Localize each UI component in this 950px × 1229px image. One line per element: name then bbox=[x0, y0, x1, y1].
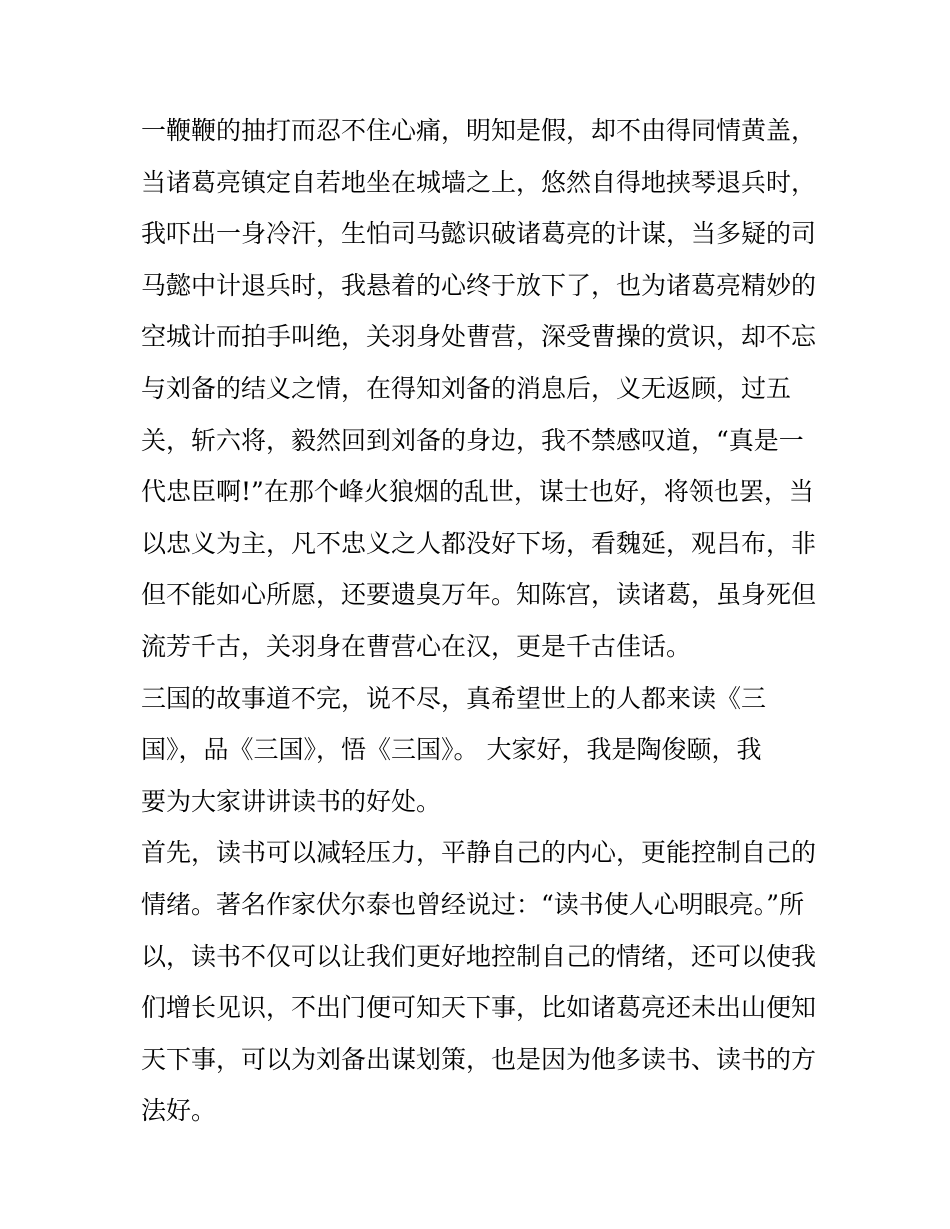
text-line: 以，读书不仅可以让我们更好地控制自己的情绪，还可以使我 bbox=[141, 941, 817, 971]
text-line: 代忠臣啊!”在那个峰火狼烟的乱世，谋士也好，将领也罢，当 bbox=[141, 477, 814, 507]
text-line: 当诸葛亮镇定自若地坐在城墙之上，悠然自得地挟琴退兵时， bbox=[141, 167, 817, 197]
text-line: 一鞭鞭的抽打而忍不住心痛，明知是假，却不由得同情黄盖， bbox=[141, 116, 817, 145]
text-line: 国》，品《三国》，悟《三国》。 大家好，我是陶俊颐，我 bbox=[141, 735, 762, 765]
text-line: 三国的故事道不完，说不尽，真希望世上的人都来读《三 bbox=[141, 683, 767, 713]
text-line: 空城计而拍手叫绝，关羽身处曹营，深受曹操的赏识，却不忘 bbox=[141, 322, 817, 352]
text-line: 我吓出一身冷汗，生怕司马懿识破诸葛亮的计谋，当多疑的司 bbox=[141, 219, 817, 249]
text-line: 以忠义为主，凡不忠义之人都没好下场，看魏延，观吕布，非 bbox=[141, 528, 817, 558]
text-line: 马懿中计退兵时，我悬着的心终于放下了，也为诸葛亮精妙的 bbox=[141, 270, 817, 300]
text-line: 与刘备的结义之情，在得知刘备的消息后，义无返顾，过五 bbox=[141, 373, 792, 403]
text-line: 法好。 bbox=[141, 1096, 217, 1126]
body-text bbox=[141, 105, 831, 1137]
text-line: 要为大家讲讲读书的好处。 bbox=[141, 786, 442, 816]
text-line: 首先，读书可以减轻压力，平静自己的内心，更能控制自己的 bbox=[141, 838, 817, 868]
text-line: 关，斩六将，毅然回到刘备的身边，我不禁感叹道，“真是一 bbox=[141, 425, 804, 455]
text-line: 们增长见识，不出门便可知天下事，比如诸葛亮还未出山便知 bbox=[141, 993, 817, 1023]
text-line: 流芳千古，关羽身在曹营心在汉，更是千古佳话。 bbox=[141, 631, 692, 661]
text-line: 但不能如心所愿，还要遗臭万年。知陈宫，读诸葛，虽身死但 bbox=[141, 580, 817, 610]
text-line: 天下事，可以为刘备出谋划策，也是因为他多读书、读书的方 bbox=[141, 1044, 817, 1074]
text-line: 情绪。著名作家伏尔泰也曾经说过：“读书使人心明眼亮。”所 bbox=[141, 889, 805, 919]
